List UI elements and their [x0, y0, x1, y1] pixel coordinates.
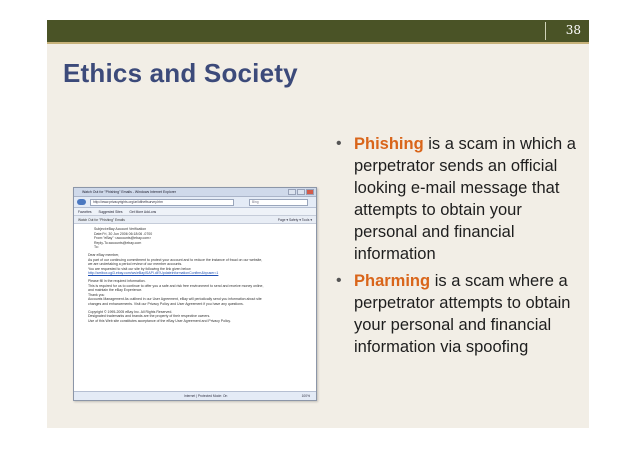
minimize-icon: [288, 189, 296, 195]
email-paragraph: Copyright © 1995-2005 eBay Inc. All Rights Reserved. Designated trademarks and brands are the property of their respective owners. Use of this Web site constitutes acceptance of the eBay User Agreement and Privacy Policy.: [88, 309, 231, 323]
header-accent-line: [47, 42, 589, 44]
favorites-item: Favorites: [78, 210, 92, 214]
bullet-phishing: [332, 133, 582, 265]
email-from: From:"eBay" <accounts@ebay.com>: [94, 236, 152, 241]
bullet-icon: •: [336, 135, 342, 152]
favorites-bar: [74, 208, 316, 216]
browser-tools-menu: Page ▾ Safety ▾ Tools ▾: [277, 218, 312, 222]
close-icon: [306, 189, 314, 195]
term-phishing: Phishing: [354, 135, 424, 153]
email-reply-to: Reply-To:accounts@ebay.com: [94, 240, 142, 245]
email-paragraph: Please fill in the required information. This is required for us to continue to offer you a safe and risk free environment to send and receive money online, and maintain the eBay Experience. Thank you Accounts Management As outlined in our User Agreement, eBay will periodically send you information about site changes and enhancements. Visit our Privacy Policy and User Agreement if you have any questions.: [88, 278, 264, 306]
bullet-pharming: [332, 270, 582, 358]
browser-screenshot: [73, 187, 317, 401]
window-controls: [288, 189, 314, 195]
email-subject: Subject:eBay Account Verification: [94, 227, 147, 231]
favorites-item: Get More Add-ons: [129, 210, 157, 214]
security-zone: Internet | Protected Mode: On: [184, 394, 228, 398]
definition-phishing: is a scam in which a perpetrator sends an official looking e-mail message that attempts to obtain your personal and financial information: [354, 135, 576, 263]
definition-pharming: is a scam where a perpetrator attempts to obtain your personal and financial information via spoofing: [354, 272, 571, 356]
bullet-list: [332, 133, 582, 363]
browser-window-title: Watch Out for "Phishing" Emails - Windows Internet Explorer: [82, 190, 176, 194]
maximize-icon: [297, 189, 305, 195]
zoom-level: 100%: [301, 394, 310, 398]
browser-tab: Watch Out for "Phishing" Emails: [78, 218, 125, 222]
slide-title: Ethics and Society: [63, 58, 298, 88]
term-pharming: Pharming: [354, 272, 431, 290]
bullet-icon: •: [336, 272, 342, 289]
browser-titlebar: [74, 188, 316, 197]
email-paragraph: Dear eBay member, As part of our continuing commitment to protect your account and to reduce the instance of fraud on our website, we are undertaking a period review of our member accounts. You are requested to visit our site by following the link given below http://arribox.cgi3.ebay.com/ws/eBayISAPI.dll?UpdateInformationConfirm&bpuser=1: [88, 252, 263, 276]
page-number: 38: [565, 23, 581, 37]
address-bar: [74, 197, 316, 208]
favorites-item: Suggested Sites: [98, 210, 123, 214]
browser-tab-bar: [74, 216, 316, 224]
email-content: [74, 224, 316, 323]
email-to: To:: [94, 245, 99, 250]
browser-status-bar: [74, 391, 316, 400]
header-divider: [545, 22, 546, 40]
phishing-link: http://arribox.cgi3.ebay.com/ws/eBayISAPI.dll?UpdateInformationConfirm&bpuser=1: [88, 271, 219, 276]
slide-header-bar: [47, 20, 589, 42]
back-forward-icon: [77, 199, 86, 205]
email-header: [88, 227, 310, 250]
search-field: Bing: [249, 199, 308, 206]
email-date: Date:Fri, 30 Jun 2006 06:18:06 -0700: [94, 231, 153, 236]
url-field: http://www.privacyrights.org/ar/idtheftsurvey.htm: [90, 199, 234, 206]
slide: [47, 20, 589, 428]
